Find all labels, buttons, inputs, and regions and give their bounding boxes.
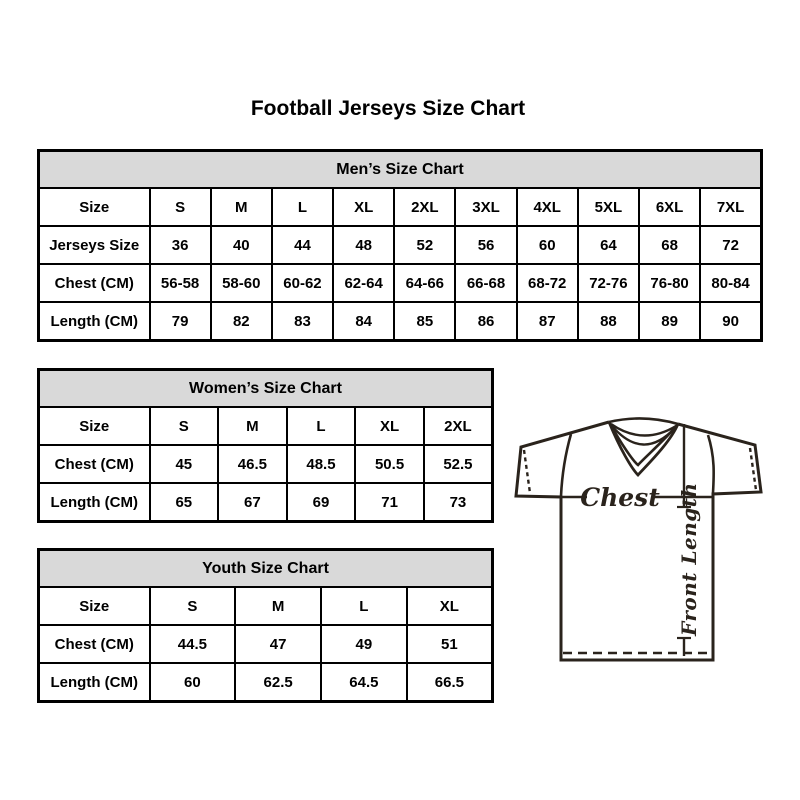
size-cell: 50.5 <box>355 445 424 483</box>
table-row <box>39 302 762 341</box>
size-cell: 52 <box>394 226 455 264</box>
row-label: Chest (CM) <box>39 264 150 302</box>
table-row <box>39 625 493 663</box>
size-cell: 58-60 <box>211 264 272 302</box>
womens-table-title: Women’s Size Chart <box>39 370 493 408</box>
size-cell: 87 <box>517 302 578 341</box>
size-cell: 49 <box>321 625 407 663</box>
table-row <box>39 483 493 522</box>
table-row <box>39 407 493 445</box>
size-cell: 64-66 <box>394 264 455 302</box>
size-cell: 62-64 <box>333 264 394 302</box>
size-cell: 89 <box>639 302 700 341</box>
jersey-cuff-dash-left <box>524 450 530 493</box>
size-cell: 72-76 <box>578 264 639 302</box>
chest-label: Chest <box>580 483 660 512</box>
size-cell: 6XL <box>639 188 700 226</box>
row-label: Length (CM) <box>39 302 150 341</box>
size-cell: 48.5 <box>287 445 356 483</box>
size-cell: 36 <box>150 226 211 264</box>
size-cell: 71 <box>355 483 424 522</box>
size-cell: S <box>150 188 211 226</box>
table-row <box>39 587 493 625</box>
size-cell: 48 <box>333 226 394 264</box>
size-cell: 56 <box>455 226 516 264</box>
table-header-row <box>39 550 493 588</box>
table-row <box>39 188 762 226</box>
size-cell: 2XL <box>394 188 455 226</box>
jersey-measurement-diagram <box>505 403 795 668</box>
jersey-outline <box>516 422 761 660</box>
size-cell: 4XL <box>517 188 578 226</box>
jersey-armhole-left <box>561 434 571 496</box>
size-cell: 67 <box>218 483 287 522</box>
table-row <box>39 663 493 702</box>
size-cell: L <box>272 188 333 226</box>
size-cell: 60-62 <box>272 264 333 302</box>
row-label: Size <box>39 407 150 445</box>
size-cell: L <box>287 407 356 445</box>
size-cell: L <box>321 587 407 625</box>
size-cell: 64.5 <box>321 663 407 702</box>
size-cell: XL <box>407 587 493 625</box>
size-cell: 7XL <box>700 188 761 226</box>
table-row <box>39 226 762 264</box>
size-cell: 52.5 <box>424 445 493 483</box>
size-cell: 2XL <box>424 407 493 445</box>
size-cell: 60 <box>517 226 578 264</box>
size-cell: 68-72 <box>517 264 578 302</box>
size-cell: 72 <box>700 226 761 264</box>
table-header-row <box>39 370 493 408</box>
womens-size-table <box>37 368 494 523</box>
size-cell: 76-80 <box>639 264 700 302</box>
size-cell: M <box>218 407 287 445</box>
size-cell: 66-68 <box>455 264 516 302</box>
size-cell: 73 <box>424 483 493 522</box>
size-cell: 83 <box>272 302 333 341</box>
youth-size-table <box>37 548 494 703</box>
size-cell: 51 <box>407 625 493 663</box>
size-cell: 86 <box>455 302 516 341</box>
size-cell: 88 <box>578 302 639 341</box>
size-cell: XL <box>355 407 424 445</box>
row-label: Jerseys Size <box>39 226 150 264</box>
table-header-row <box>39 151 762 189</box>
size-cell: 90 <box>700 302 761 341</box>
mens-size-table <box>37 149 763 342</box>
size-cell: 69 <box>287 483 356 522</box>
youth-table-title: Youth Size Chart <box>39 550 493 588</box>
size-cell: 5XL <box>578 188 639 226</box>
size-cell: 44.5 <box>150 625 236 663</box>
row-label: Length (CM) <box>39 663 150 702</box>
size-cell: 66.5 <box>407 663 493 702</box>
size-cell: XL <box>333 188 394 226</box>
size-cell: 3XL <box>455 188 516 226</box>
row-label: Length (CM) <box>39 483 150 522</box>
jersey-armhole-right <box>708 435 714 493</box>
size-cell: 80-84 <box>700 264 761 302</box>
mens-table-title: Men’s Size Chart <box>39 151 762 189</box>
size-cell: 40 <box>211 226 272 264</box>
row-label: Chest (CM) <box>39 445 150 483</box>
page-title: Football Jerseys Size Chart <box>250 97 526 120</box>
size-cell: 60 <box>150 663 236 702</box>
size-cell: 62.5 <box>235 663 321 702</box>
row-label: Size <box>39 587 150 625</box>
size-cell: 85 <box>394 302 455 341</box>
size-cell: 82 <box>211 302 272 341</box>
size-cell: S <box>150 407 219 445</box>
jersey-collar-top <box>609 418 678 424</box>
size-cell: 47 <box>235 625 321 663</box>
table-row <box>39 445 493 483</box>
size-cell: 68 <box>639 226 700 264</box>
size-cell: 64 <box>578 226 639 264</box>
table-row <box>39 264 762 302</box>
size-cell: 44 <box>272 226 333 264</box>
size-cell: S <box>150 587 236 625</box>
size-cell: M <box>211 188 272 226</box>
size-cell: 56-58 <box>150 264 211 302</box>
size-cell: 46.5 <box>218 445 287 483</box>
size-cell: 79 <box>150 302 211 341</box>
row-label: Size <box>39 188 150 226</box>
row-label: Chest (CM) <box>39 625 150 663</box>
size-cell: 45 <box>150 445 219 483</box>
front-length-label: Front Length <box>677 482 701 636</box>
size-cell: M <box>235 587 321 625</box>
size-cell: 84 <box>333 302 394 341</box>
size-cell: 65 <box>150 483 219 522</box>
